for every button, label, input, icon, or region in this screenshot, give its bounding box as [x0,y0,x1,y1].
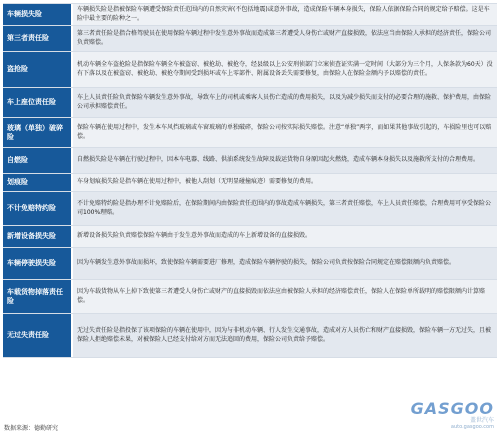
table-row [3,148,497,174]
row-label: 新增设备损失险 [3,226,73,247]
row-description: 无过失责任险是指投保了该项保险的车辆在使用中，因为与非机动车辆、行人发生交通事故，造成对方人员伤亡和财产直接损毁，保险车辆一方无过失，且被保险人拒绝赔偿未果，对被保险人已经支付给对方而无法追回的费用，保险公司负责给予赔偿。 [73,314,497,357]
table-row [3,52,497,88]
table-row [3,192,497,226]
row-label: 不计免赔特约险 [3,192,73,225]
row-label: 自燃险 [3,148,73,173]
row-label: 车载货物掉落责任险 [3,280,73,313]
table-row [3,26,497,52]
row-description: 车辆损失险是指被保险车辆遭受保险责任范围内的自然灾害(不包括地震)或意外事故，造成保险车辆本身损失，保险人依据保险合同的规定给予赔偿。这是车险中最主要的险种之一。 [73,4,497,25]
table-row [3,248,497,280]
table-row [3,226,497,248]
row-label: 玻璃（单独）破碎险 [3,118,73,147]
row-description: 保险车辆在使用过程中，发生本车风挡玻璃或车窗玻璃的单独破碎，保险公司按实际损失赔偿。注意“单独”两字，而如果其他事故引起的，车损险里也可以赔偿。 [73,118,497,147]
row-description: 车上人员责任险负责保险车辆发生意外事故，导致车上的司机或乘客人员伤亡造成的费用损失，以及为减少损失而支付的必要合理的施救、保护费用，由保险公司承担赔偿责任。 [73,88,497,117]
source-note: 数据来源：德勤研究 [4,425,59,432]
table-row [3,118,497,148]
row-description: 不计免赔特约险是指办理不计免赔险后，在保险期间内由保险责任范围内的事故造成车辆损失，第三者责任赔偿，车上人员责任赔偿，合理费用可享受保险公司100%理赔。 [73,192,497,225]
row-label: 车辆停驶损失险 [3,248,73,279]
row-label: 无过失责任险 [3,314,73,357]
row-description: 因为车辆发生意外事故而损坏，致使保险车辆需要进厂修理，造成保险车辆停驶的损失，保险公司负责按保险合同规定在赔偿限额内负责赔偿。 [73,248,497,279]
table-row [3,88,497,118]
watermark-cn: 盖世汽车 [469,417,494,424]
table-row [3,314,497,358]
table-row [3,174,497,192]
row-description: 机动车辆全车盗抢险是指保险车辆全车被盗窃、被抢劫、被抢夺，经县级以上公安刑侦部门立案侦查证实满一定时间（大部分为三个月，人保条款为60天）没有下落以及在被盗窃、被抢劫、被抢夺期间受到损坏或车上零部件、附属设备丢失需要修复，由保险人在保险金额内予以赔偿的责任。 [73,52,497,87]
row-description: 新增设备损失险负责赔偿保险车辆由于发生意外事故而造成的车上新增设备的直接损毁。 [73,226,497,247]
gasgoo-watermark [411,401,494,430]
row-description: 因为车载货物从车上掉下致使第三者遭受人身伤亡或财产的直接损毁而依法应由被保险人承担的经济赔偿责任，保险人在保险单所载明的赔偿限额内计算赔偿。 [73,280,497,313]
row-label: 划痕险 [3,174,73,191]
table-row [3,280,497,314]
row-description: 车身划痕损失险是指车辆在使用过程中，被他人刮划（无明显碰撞痕迹）需要修复的费用。 [73,174,497,191]
watermark-logo: GASGOO [410,399,494,418]
table-row [3,4,497,26]
watermark-url: auto.gasgoo.com [450,424,494,430]
row-label: 车辆损失险 [3,4,73,25]
row-label: 第三者责任险 [3,26,73,51]
row-description: 第三者责任险是指合格驾驶员在使用保险车辆过程中发生意外事故而造成第三者遭受人身伤亡或财产直接损毁，依法应当由保险人承担的经济责任，保险公司负责赔偿。 [73,26,497,51]
row-label: 盗抢险 [3,52,73,87]
row-label: 车上座位责任险 [3,88,73,117]
row-description: 自燃损失险是车辆在行驶过程中，因本车电器、线路、供油系统发生故障及载运货物自身原因起火燃烧，造成车辆本身损失以及施救所支付的合理费用。 [73,148,497,173]
insurance-table [3,3,497,358]
